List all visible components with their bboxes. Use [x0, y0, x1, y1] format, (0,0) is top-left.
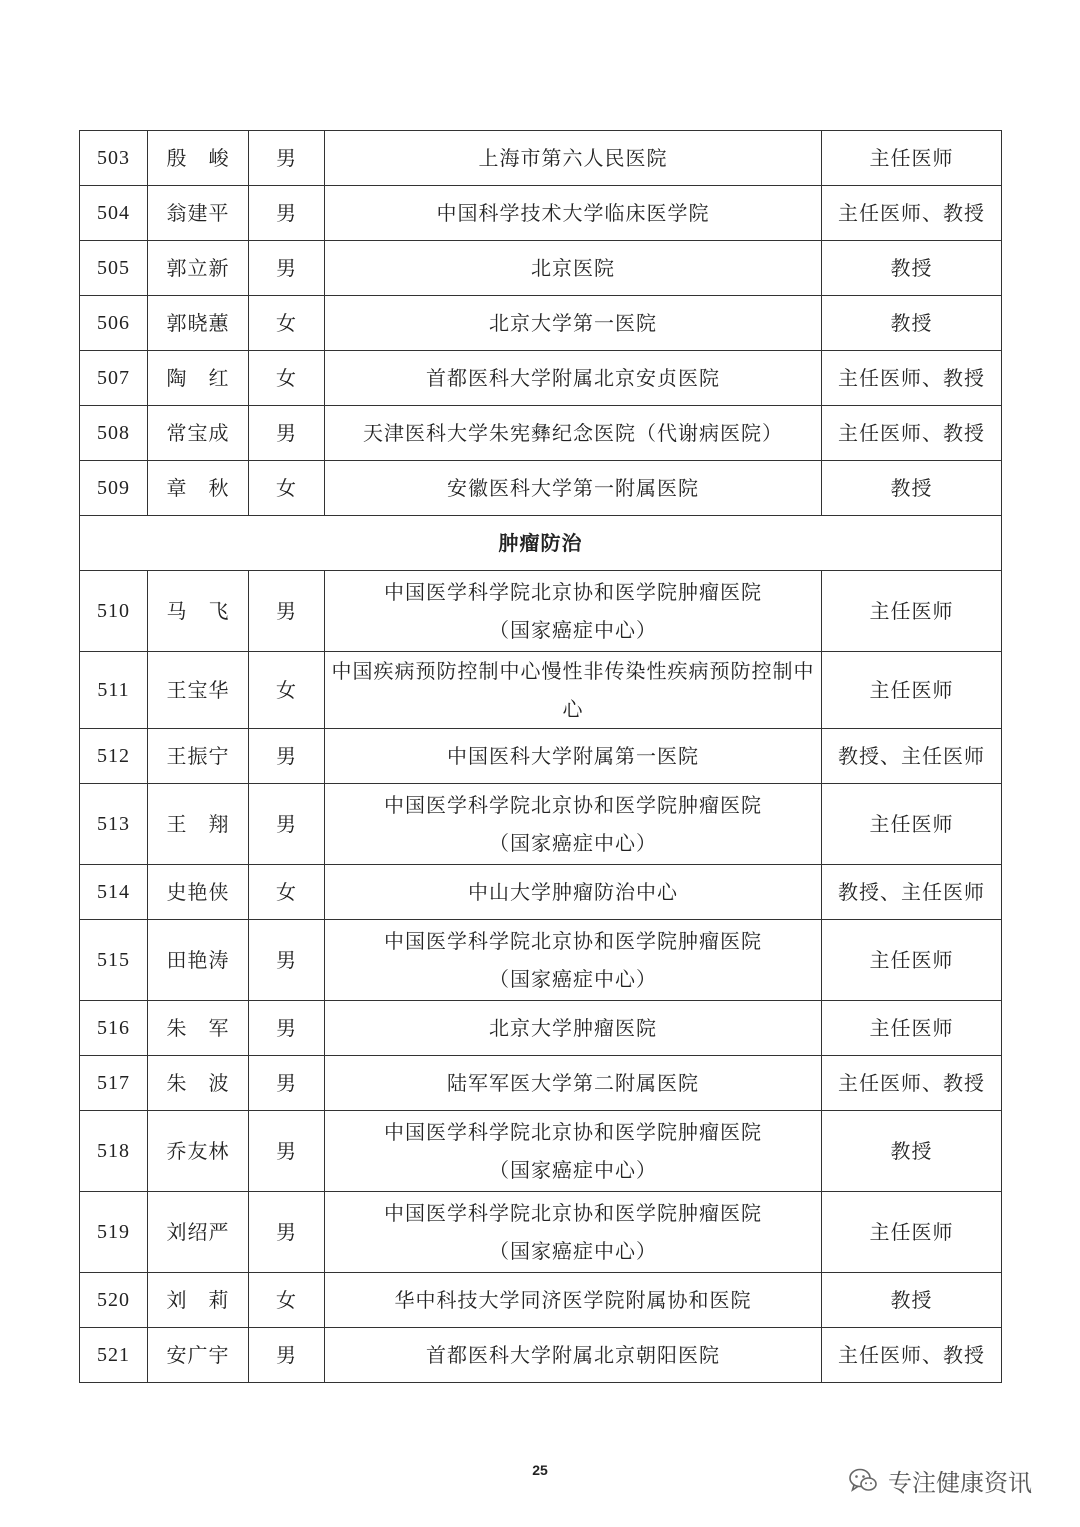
organization-line: 上海市第六人民医院 [478, 146, 668, 170]
organization-line: 首都医科大学附属北京安贞医院 [426, 366, 720, 390]
table-row [80, 1192, 1002, 1273]
cell-title: 教授 [822, 461, 1002, 516]
cell-number: 516 [80, 1001, 148, 1056]
roster-body [80, 131, 1002, 1383]
wechat-icon [848, 1465, 878, 1495]
table-row [80, 1056, 1002, 1111]
cell-organization [325, 865, 822, 920]
cell-gender: 女 [249, 1273, 325, 1328]
cell-title: 主任医师 [822, 1192, 1002, 1273]
cell-title: 主任医师、教授 [822, 406, 1002, 461]
cell-gender: 男 [249, 186, 325, 241]
cell-title: 主任医师、教授 [822, 1328, 1002, 1383]
cell-name: 刘 莉 [148, 1273, 249, 1328]
cell-organization [325, 729, 822, 784]
cell-name: 朱 波 [148, 1056, 249, 1111]
organization-line: 中国科学技术大学临床医学院 [436, 201, 710, 225]
organization-line: 北京大学肿瘤医院 [489, 1016, 657, 1040]
organization-line: 中国医科大学附属第一医院 [447, 744, 699, 768]
cell-title: 主任医师、教授 [822, 1056, 1002, 1111]
cell-name: 陶 红 [148, 351, 249, 406]
cell-title: 主任医师 [822, 784, 1002, 865]
cell-title: 主任医师 [822, 652, 1002, 729]
organization-line: 华中科技大学同济医学院附属协和医院 [394, 1288, 752, 1312]
cell-organization [325, 652, 822, 729]
organization-line: 中国疾病预防控制中心慢性非传染性疾病预防控制中心 [331, 659, 815, 721]
organization-line: （国家癌症中心） [489, 618, 657, 642]
table-row [80, 652, 1002, 729]
cell-title: 教授、主任医师 [822, 865, 1002, 920]
organization-line: 北京医院 [531, 256, 615, 280]
table-row [80, 1273, 1002, 1328]
cell-organization [325, 296, 822, 351]
table-row [80, 1111, 1002, 1192]
organization-line: （国家癌症中心） [489, 831, 657, 855]
cell-title: 主任医师、教授 [822, 351, 1002, 406]
cell-organization [325, 461, 822, 516]
cell-organization [325, 351, 822, 406]
organization-line: （国家癌症中心） [489, 967, 657, 991]
watermark [848, 1460, 1032, 1500]
section-title: 肿瘤防治 [80, 516, 1002, 571]
cell-title: 主任医师 [822, 920, 1002, 1001]
cell-gender: 男 [249, 920, 325, 1001]
cell-number: 520 [80, 1273, 148, 1328]
cell-number: 508 [80, 406, 148, 461]
cell-number: 521 [80, 1328, 148, 1383]
cell-title: 主任医师 [822, 131, 1002, 186]
table-row [80, 865, 1002, 920]
cell-number: 505 [80, 241, 148, 296]
organization-line: （国家癌症中心） [489, 1239, 657, 1263]
cell-number: 512 [80, 729, 148, 784]
cell-organization [325, 920, 822, 1001]
cell-organization [325, 241, 822, 296]
cell-name: 郭立新 [148, 241, 249, 296]
organization-line: 陆军军医大学第二附属医院 [447, 1071, 699, 1095]
cell-name: 安广宇 [148, 1328, 249, 1383]
cell-gender: 男 [249, 406, 325, 461]
cell-gender: 女 [249, 652, 325, 729]
cell-title: 教授 [822, 1111, 1002, 1192]
cell-name: 王振宁 [148, 729, 249, 784]
cell-name: 翁建平 [148, 186, 249, 241]
cell-gender: 男 [249, 729, 325, 784]
cell-gender: 男 [249, 241, 325, 296]
organization-line: 首都医科大学附属北京朝阳医院 [426, 1343, 720, 1367]
cell-organization [325, 1192, 822, 1273]
cell-number: 509 [80, 461, 148, 516]
cell-title: 主任医师、教授 [822, 186, 1002, 241]
table-row [80, 1328, 1002, 1383]
table-row [80, 784, 1002, 865]
cell-number: 503 [80, 131, 148, 186]
cell-title: 教授、主任医师 [822, 729, 1002, 784]
table-row [80, 296, 1002, 351]
organization-line: 北京大学第一医院 [489, 311, 657, 335]
cell-number: 510 [80, 571, 148, 652]
cell-number: 517 [80, 1056, 148, 1111]
cell-name: 郭晓蕙 [148, 296, 249, 351]
cell-organization [325, 784, 822, 865]
cell-title: 教授 [822, 241, 1002, 296]
cell-number: 519 [80, 1192, 148, 1273]
cell-gender: 女 [249, 461, 325, 516]
cell-name: 刘绍严 [148, 1192, 249, 1273]
cell-organization [325, 1001, 822, 1056]
organization-line: 中山大学肿瘤防治中心 [468, 880, 678, 904]
cell-title: 教授 [822, 1273, 1002, 1328]
cell-title: 教授 [822, 296, 1002, 351]
cell-number: 504 [80, 186, 148, 241]
page-number: 25 [532, 1462, 548, 1478]
cell-gender: 男 [249, 131, 325, 186]
table-row [80, 920, 1002, 1001]
cell-gender: 男 [249, 1192, 325, 1273]
cell-gender: 男 [249, 784, 325, 865]
organization-line: 中国医学科学院北京协和医学院肿瘤医院 [384, 929, 762, 953]
section-header-row [80, 516, 1002, 571]
cell-number: 515 [80, 920, 148, 1001]
organization-line: 中国医学科学院北京协和医学院肿瘤医院 [384, 580, 762, 604]
cell-organization [325, 1328, 822, 1383]
cell-number: 518 [80, 1111, 148, 1192]
cell-number: 513 [80, 784, 148, 865]
organization-line: （国家癌症中心） [489, 1158, 657, 1182]
cell-name: 常宝成 [148, 406, 249, 461]
cell-name: 乔友林 [148, 1111, 249, 1192]
cell-name: 王宝华 [148, 652, 249, 729]
cell-organization [325, 1273, 822, 1328]
table-row [80, 351, 1002, 406]
organization-line: 天津医科大学朱宪彝纪念医院（代谢病医院） [363, 421, 783, 445]
cell-gender: 男 [249, 1328, 325, 1383]
cell-organization [325, 186, 822, 241]
table-row [80, 1001, 1002, 1056]
cell-title: 主任医师 [822, 1001, 1002, 1056]
roster-table [79, 130, 1002, 1383]
cell-organization [325, 406, 822, 461]
cell-organization [325, 571, 822, 652]
organization-line: 中国医学科学院北京协和医学院肿瘤医院 [384, 1120, 762, 1144]
table-row [80, 571, 1002, 652]
cell-gender: 男 [249, 1111, 325, 1192]
cell-gender: 女 [249, 865, 325, 920]
cell-name: 田艳涛 [148, 920, 249, 1001]
cell-name: 马 飞 [148, 571, 249, 652]
cell-organization [325, 131, 822, 186]
cell-gender: 男 [249, 1056, 325, 1111]
table-row [80, 729, 1002, 784]
cell-name: 朱 军 [148, 1001, 249, 1056]
organization-line: 中国医学科学院北京协和医学院肿瘤医院 [384, 793, 762, 817]
table-row [80, 131, 1002, 186]
cell-gender: 男 [249, 571, 325, 652]
cell-number: 514 [80, 865, 148, 920]
table-row [80, 406, 1002, 461]
watermark-text: 专注健康资讯 [888, 1468, 1032, 1497]
cell-name: 王 翔 [148, 784, 249, 865]
table-row [80, 241, 1002, 296]
organization-line: 中国医学科学院北京协和医学院肿瘤医院 [384, 1201, 762, 1225]
cell-gender: 女 [249, 296, 325, 351]
cell-name: 殷 峻 [148, 131, 249, 186]
cell-number: 506 [80, 296, 148, 351]
cell-gender: 女 [249, 351, 325, 406]
cell-name: 史艳侠 [148, 865, 249, 920]
cell-number: 507 [80, 351, 148, 406]
table-row [80, 186, 1002, 241]
cell-gender: 男 [249, 1001, 325, 1056]
cell-title: 主任医师 [822, 571, 1002, 652]
cell-organization [325, 1056, 822, 1111]
table-row [80, 461, 1002, 516]
cell-number: 511 [80, 652, 148, 729]
cell-organization [325, 1111, 822, 1192]
cell-name: 章 秋 [148, 461, 249, 516]
organization-line: 安徽医科大学第一附属医院 [447, 476, 699, 500]
